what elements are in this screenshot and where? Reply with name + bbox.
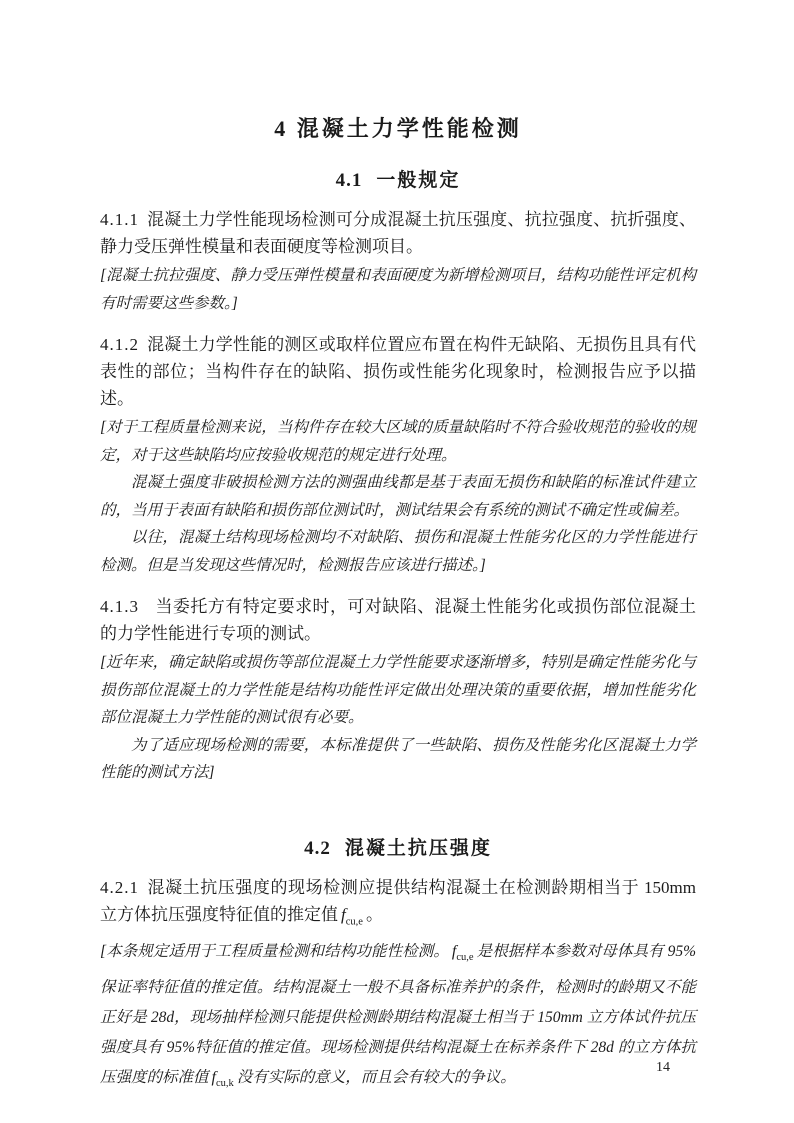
commentary-text: [本条规定适用于工程质量检测和结构功能性检测。 (100, 942, 449, 960)
commentary-4-1-2-p1: [对于工程质量检测来说，当构件存在较大区域的质量缺陷时不符合验收规范的验收的规定，对于这些缺陷均应按验收规范的规定进行处理。 (100, 419, 696, 464)
section-number: 4.2 (304, 837, 331, 859)
commentary-4-1-2-p2: 混凝土强度非破损检测方法的测强曲线都是基于表面无损伤和缺陷的标准试件建立的，当用于表面有缺陷和损伤部位测试时，测试结果会有系统的测试不确定性或偏差。 (100, 474, 696, 519)
f-subscript: cu,e (345, 915, 363, 927)
commentary-4-1-3-p2: 为了适应现场检测的需要，本标准提供了一些缺陷、损伤及性能劣化区混凝土力学性能的测试方法] (100, 736, 696, 781)
section-title: 一般规定 (376, 170, 461, 191)
clause-4-1-1 (100, 206, 696, 260)
commentary-text: 没有实际的意义，而且会有较大的争议。 (236, 1068, 516, 1086)
clause-number: 4.1.1 (100, 210, 139, 229)
page-content (100, 112, 696, 1099)
clause-number: 4.1.3 (100, 597, 139, 616)
section-heading-4-1 (100, 165, 696, 192)
formula-fcuk (211, 1068, 234, 1090)
section-title: 混凝土抗压强度 (344, 837, 492, 859)
section-number: 4.1 (335, 170, 363, 191)
f-symbol: f (451, 942, 457, 960)
clause-text: 混凝土力学性能现场检测可分成混凝土抗压强度、抗拉强度、抗折强度、静力受压弹性模量和表面硬度等检测项目。 (100, 210, 696, 256)
commentary-4-1-2-p3: 以往，混凝土结构现场检测均不对缺陷、损伤和混凝土性能劣化区的力学性能进行检测。但是当发现这些情况时，检测报告应该进行描述。] (100, 529, 696, 574)
clause-text: 混凝土抗压强度的现场检测应提供结构混凝土在检测龄期相当于 150mm 立方体抗压强度特征值的推定值 (100, 877, 696, 924)
clause-number: 4.1.2 (100, 335, 139, 354)
clause-text-end: 。 (365, 904, 383, 924)
commentary-4-2-1 (100, 937, 696, 1099)
chapter-title: 4 混凝土力学性能检测 (274, 116, 522, 141)
clause-4-2-1 (100, 874, 696, 935)
f-subscript: cu,e (456, 951, 474, 963)
commentary-text: 是根据样本参数对母体具有 95%保证率特征值的推定值。结构混凝土一般不具备标准养护的条件，检测时的龄期又不能正好是 28d，现场抽样检测只能提供检测龄期结构混凝土相当于 150mm 立方体试件抗压强度具有 95%特征值的推定值。现场检测提供结构混凝土在标养条件下 28d 的立方体抗压强度的标准值 (100, 942, 696, 1086)
clause-text: 混凝土力学性能的测区或取样位置应布置在构件无缺陷、无损伤且具有代表性的部位；当构件存在的缺陷、损伤或性能劣化现象时，检测报告应予以描述。 (100, 335, 696, 408)
page-number: 14 (656, 1060, 670, 1075)
f-symbol: f (341, 904, 346, 924)
formula-fcue (341, 904, 363, 927)
f-symbol: f (211, 1068, 216, 1086)
f-subscript: cu,k (215, 1078, 234, 1090)
clause-number: 4.2.1 (100, 877, 139, 897)
clause-4-1-2 (100, 331, 696, 412)
commentary-4-1-3-p1: [近年来，确定缺陷或损伤等部位混凝土力学性能要求逐渐增多，特别是确定性能劣化与损伤部位混凝土的力学性能是结构功能性评定做出处理决策的重要依据，增加性能劣化部位混凝土力学性能的测试很有必要。 (100, 654, 696, 726)
formula-fcue (451, 942, 474, 963)
section-heading-4-2 (100, 833, 696, 860)
commentary-4-1-1: [混凝土抗拉强度、静力受压弹性模量和表面硬度为新增检测项目，结构功能性评定机构有时需要这些参数。] (100, 267, 696, 312)
clause-4-1-3 (100, 593, 696, 647)
clause-text: 当委托方有特定要求时，可对缺陷、混凝土性能劣化或损伤部位混凝土的力学性能进行专项的测试。 (100, 597, 696, 643)
